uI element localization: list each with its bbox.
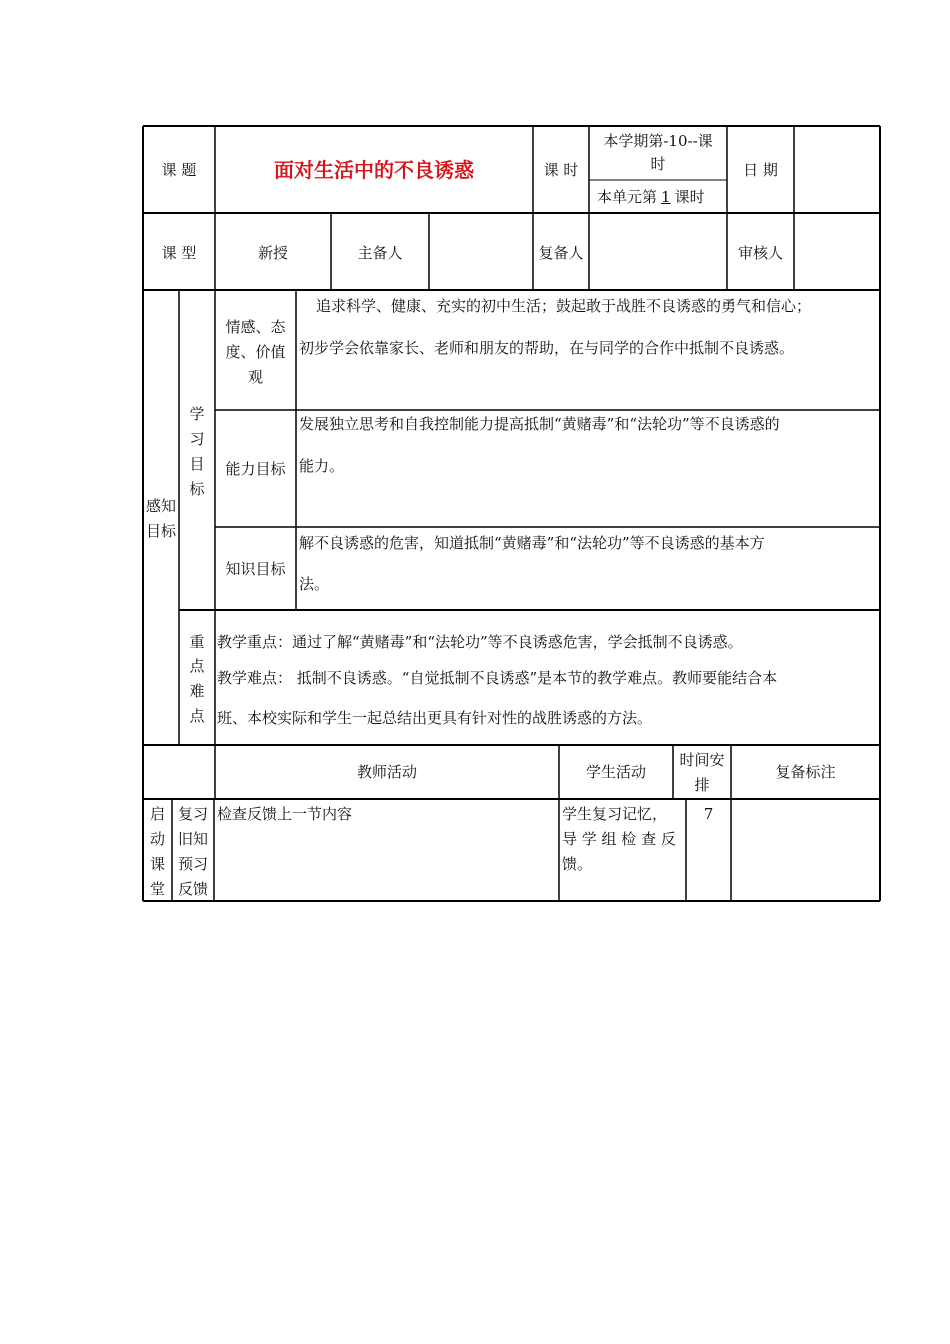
reviewer-label: 复备人 bbox=[538, 244, 584, 262]
knowledge-objective-line2: 法。 bbox=[299, 575, 330, 593]
knowledge-objective-label: 知识目标 bbox=[225, 560, 286, 578]
auditor-label: 审核人 bbox=[737, 244, 783, 262]
lesson-title: 面对生活中的不良诱惑 bbox=[274, 158, 474, 182]
teacher-activity-text: 检查反馈上一节内容 bbox=[217, 805, 353, 823]
teaching-focus: 教学重点：通过了解“黄赌毒”和“法轮功”等不良诱惑危害，学会抵制不良诱惑。 bbox=[217, 633, 743, 651]
semester-period-line1: 本学期第-10--课 bbox=[603, 132, 713, 150]
date-label: 日 期 bbox=[743, 161, 778, 179]
time-header-line2: 排 bbox=[694, 776, 710, 794]
knowledge-objective-line1: 解不良诱惑的危害，知道抵制“黄赌毒”和“法轮功”等不良诱惑的基本方 bbox=[299, 534, 765, 552]
unit-period bbox=[597, 187, 705, 207]
unit-period-number: 1 bbox=[661, 188, 671, 206]
time-value: 7 bbox=[703, 805, 714, 823]
ability-objective-line2: 能力。 bbox=[299, 457, 345, 475]
teaching-difficulty-cont: 班、本校实际和学生一起总结出更具有针对性的战胜诱惑的方法。 bbox=[217, 709, 653, 727]
topic-label: 课 题 bbox=[161, 161, 197, 179]
type-value: 新授 bbox=[257, 244, 288, 262]
objectives-group-label-2: 目标 bbox=[145, 522, 176, 540]
teaching-difficulty: 教学难点： 抵制不良诱惑。“自觉抵制不良诱惑”是本节的教学难点。教师要能结合本 bbox=[217, 669, 778, 687]
emotion-objective-line2: 初步学会依靠家长、老师和朋友的帮助，在与同学的合作中抵制不良诱惑。 bbox=[299, 339, 795, 357]
semester-period-line2: 时 bbox=[650, 155, 666, 173]
unit-period-prefix: 本单元第 bbox=[597, 188, 658, 206]
teacher-activity-header: 教师活动 bbox=[356, 763, 417, 781]
unit-period-suffix: 课时 bbox=[674, 188, 705, 206]
review-notes-header: 复备标注 bbox=[775, 763, 836, 781]
emotion-objective-line1: 追求科学、健康、充实的初中生活；鼓起敢于战胜不良诱惑的勇气和信心； bbox=[316, 297, 812, 315]
period-label: 课 时 bbox=[543, 161, 579, 179]
type-label: 课 型 bbox=[161, 244, 197, 262]
ability-objective-label: 能力目标 bbox=[225, 460, 286, 478]
time-header-line1: 时间安 bbox=[679, 751, 725, 769]
student-activity-header: 学生活动 bbox=[585, 763, 646, 781]
lead-preparer-label: 主备人 bbox=[357, 244, 403, 262]
objectives-group-label-1: 感知 bbox=[145, 497, 176, 515]
ability-objective-line1: 发展独立思考和自我控制能力提高抵制“黄赌毒”和“法轮功”等不良诱惑的 bbox=[299, 415, 780, 433]
